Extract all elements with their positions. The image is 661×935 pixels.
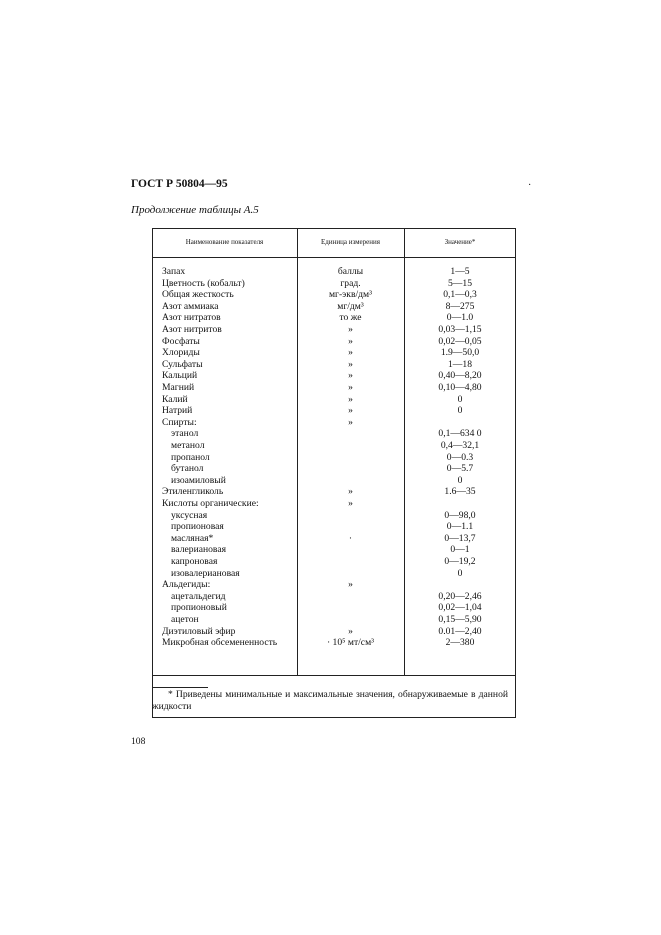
value-cell: 0—98,0 (444, 509, 476, 521)
table-row (0, 475, 661, 487)
table-row (0, 510, 661, 522)
value-cell: 0,4—32,1 (440, 440, 480, 451)
unit-cell: » (348, 416, 353, 428)
table-row (0, 382, 661, 394)
table-row (0, 568, 661, 580)
indicator-name: Альдегиды: (162, 579, 211, 591)
value-cell: 0,02—0,05 (438, 335, 482, 347)
unit-cell: » (348, 393, 353, 405)
table-row (0, 301, 661, 313)
table-row (0, 533, 661, 545)
table-row (0, 556, 661, 568)
table-row (0, 266, 661, 278)
unit-cell: » (348, 347, 353, 359)
indicator-name: Магний (162, 382, 195, 393)
indicator-name: Диэтиловый эфир (162, 625, 236, 637)
indicator-name: изовалериановая (171, 567, 240, 579)
unit-cell: мг/дм³ (337, 300, 364, 312)
indicator-name: пропанол (171, 451, 210, 463)
value-cell: 5—15 (448, 277, 472, 289)
indicator-name: Микробная обсемененность (162, 637, 278, 649)
indicator-name: Азот нитратов (162, 312, 221, 324)
unit-cell: » (348, 370, 353, 382)
table-row (0, 289, 661, 301)
value-cell: 1.9—50,0 (440, 347, 480, 359)
document-code: ГОСТ Р 50804—95 (131, 178, 228, 190)
value-cell: 0,03—1,15 (438, 324, 482, 335)
value-cell: 0—5.7 (446, 463, 474, 475)
table-row (0, 521, 661, 533)
table-row (0, 278, 661, 290)
table-row (0, 440, 661, 452)
table-row (0, 336, 661, 348)
value-cell: 0—1.1 (446, 521, 474, 533)
stray-mark: · (528, 180, 532, 191)
value-cell: 0,1—0,3 (443, 289, 477, 301)
table-row (0, 359, 661, 371)
value-cell: 0,20—2,46 (438, 590, 482, 602)
value-cell: 8—275 (445, 300, 475, 312)
indicator-name: масляная* (171, 532, 214, 544)
value-cell: 1—18 (448, 358, 472, 370)
table-row (0, 428, 661, 440)
indicator-name: Спирты: (162, 416, 197, 428)
table-row (0, 394, 661, 406)
table-row (0, 417, 661, 429)
indicator-name: бутанол (171, 463, 204, 475)
unit-cell: » (348, 358, 353, 370)
header-divider (152, 257, 516, 258)
value-cell: 0 (457, 405, 463, 417)
unit-cell: » (348, 579, 353, 591)
value-cell: 0 (457, 393, 463, 405)
indicator-name: валериановая (171, 544, 226, 556)
footnote-rule (152, 687, 208, 688)
value-cell: 0 (457, 474, 463, 486)
unit-cell: град. (340, 277, 361, 289)
indicator-name: капроновая (171, 556, 218, 567)
table-row (0, 602, 661, 614)
value-cell: 0 (457, 567, 463, 579)
page-number: 108 (131, 736, 146, 747)
value-cell: 0—1.0 (446, 312, 474, 324)
table-row (0, 347, 661, 359)
indicator-name: этанол (171, 428, 199, 440)
table-row (0, 312, 661, 324)
table-row (0, 591, 661, 603)
value-cell: 0—0.3 (446, 451, 474, 463)
indicator-name: ацетон (171, 614, 199, 625)
indicator-name: Азот нитритов (162, 324, 222, 335)
table-row (0, 405, 661, 417)
table-row (0, 370, 661, 382)
indicator-name: Хлориды (162, 347, 200, 359)
table-row (0, 324, 661, 336)
table-row (0, 626, 661, 638)
indicator-name: изоамиловый (171, 474, 226, 486)
value-cell: 0.01—2,40 (438, 625, 482, 637)
value-cell: 0,02—1,04 (438, 602, 482, 614)
unit-cell: · (348, 532, 353, 544)
unit-cell: · 10⁵ мт/см³ (326, 637, 375, 649)
value-cell: 0,40—8,20 (438, 370, 482, 382)
value-cell: 0—1 (450, 544, 470, 556)
indicator-name: Натрий (162, 405, 193, 417)
indicator-name: Кислоты органические: (162, 498, 259, 509)
indicator-name: пропионовая (171, 521, 224, 533)
column-header-value: Значение* (444, 238, 476, 246)
value-cell: 1.6—35 (444, 486, 476, 498)
unit-cell: баллы (337, 266, 364, 277)
value-cell: 0—13,7 (444, 532, 476, 544)
unit-cell: » (348, 382, 353, 393)
indicator-name: Фосфаты (162, 335, 200, 347)
indicator-name: Цветность (кобальт) (162, 277, 245, 289)
table-row (0, 544, 661, 556)
column-header-unit: Единица измерения (321, 238, 380, 246)
unit-cell: » (348, 625, 353, 637)
column-header-name: Наименование показателя (185, 238, 264, 246)
indicator-name: Кальций (162, 370, 198, 382)
value-cell: 2—380 (445, 637, 475, 649)
table-row (0, 614, 661, 626)
unit-cell: мг-экв/дм³ (328, 289, 372, 301)
indicator-name: Калий (162, 393, 188, 405)
indicator-name: ацетальдегид (171, 590, 226, 602)
unit-cell: то же (339, 312, 362, 324)
indicator-name: Общая жесткость (162, 289, 234, 301)
indicator-name: Запах (162, 266, 186, 277)
indicator-name: пропионовый (171, 602, 227, 614)
unit-cell: » (348, 324, 353, 335)
value-cell: 0,1—634 0 (438, 428, 482, 440)
value-cell: 1—5 (450, 266, 470, 277)
indicator-name: Сульфаты (162, 358, 203, 370)
unit-cell: » (348, 498, 353, 509)
indicator-name: Азот аммиака (162, 300, 219, 312)
table-caption: Продолжение таблицы А.5 (131, 204, 259, 216)
table-row (0, 486, 661, 498)
table-row (0, 452, 661, 464)
indicator-name: метанол (171, 440, 205, 451)
unit-cell: » (348, 405, 353, 417)
value-cell: 0,10—4,80 (438, 382, 482, 393)
value-cell: 0—19,2 (444, 556, 476, 567)
value-cell: 0,15—5,90 (438, 614, 482, 625)
indicator-name: Этиленгликоль (162, 486, 224, 498)
table-row (0, 637, 661, 649)
table-body-bottom (152, 675, 516, 676)
table-row (0, 579, 661, 591)
unit-cell: » (348, 486, 353, 498)
table-row (0, 463, 661, 475)
footnote: * Приведены минимальные и максимальные значения, обнаруживаемые в данной жидкости (152, 689, 508, 712)
indicator-name: уксусная (171, 509, 208, 521)
table-row (0, 498, 661, 510)
unit-cell: » (348, 335, 353, 347)
